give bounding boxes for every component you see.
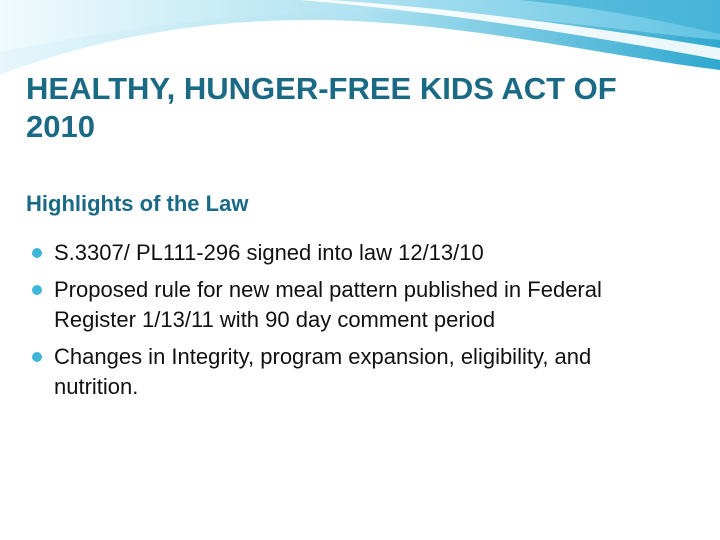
bullet-item: [30, 275, 670, 335]
bullet-dot-icon: [32, 352, 42, 362]
bullet-dot-icon: [32, 285, 42, 295]
bullet-item: [30, 342, 670, 402]
bullet-item: [30, 238, 670, 268]
bullet-text: Proposed rule for new meal pattern published in Federal Register 1/13/11 with 90 day comment period: [54, 277, 602, 332]
slide-title: HEALTHY, HUNGER-FREE KIDS ACT OF 2010: [26, 71, 617, 144]
bullet-list: [30, 238, 670, 409]
slide-subtitle: Highlights of the Law: [26, 191, 249, 216]
bullet-text: Changes in Integrity, program expansion, eligibility, and nutrition.: [54, 344, 592, 399]
bullet-text: S.3307/ PL111-296 signed into law 12/13/10: [54, 240, 484, 265]
bullet-dot-icon: [32, 248, 42, 258]
